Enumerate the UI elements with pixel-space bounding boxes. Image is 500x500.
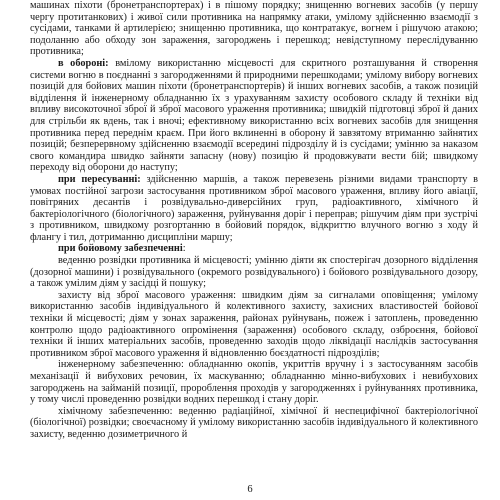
page-number: 6 bbox=[247, 484, 253, 495]
paragraph-combat-support: при бойовому забезпеченні: bbox=[58, 243, 186, 255]
body-text bbox=[30, 0, 478, 441]
heading-combat-support: при бойовому забезпеченні bbox=[58, 243, 183, 255]
paragraph-reconnaissance: веденню розвідки противника й місцевості; умінню діяти як спостерігач дозорного відділення (дозорної машини) і розвідувального (окремого розвідувального) і бойового розвідувального дозору, а також умілим діям у засідці й пошуку; bbox=[30, 255, 478, 290]
paragraph-movement: при пересуванні: здійсненню маршів, а також перевезень різними видами транспорту в умовах постійної загрози застосування противником зброї масового ураження, впливу його авіації, повітряних десантів і розвідувально-диверсійних груп, радіоактивного, хімічного й бактеріологічного (біологічного) зараження, руйнування доріг і переправ; рішучим діям при зустрічі з противником, швидкому розгортанню в бойовий порядок, відкриттю влучного вогню з ходу й флангу і тил, дотриманню дисципліни маршу; bbox=[30, 173, 478, 243]
paragraph-engineering: інженерному забезпеченню: обладнанню окопів, укриттів вручну і з застосуванням засобів механізації й вибухових речовин, їх маскуванню; обладнанню мінно-вибухових і невибухових загороджень на займаній позиції, пророблення проходів у загородженнях і руйнуваннях противника, у тому числі проведенню розвідки водних перешкод і стану доріг. bbox=[30, 359, 478, 406]
paragraph-1: машинах піхоти (бронетранспортерах) і в пішому порядку; знищенню вогневих засобів (у першу чергу протитанкових) і живої сили противника на напрямку атаки, умілому здійсненню взаємодії з сусідами, танками й артилерією; знищенню противника, що контратакує, вогнем і рішучою атакою; подоланню або обходу зон зараження, загороджень і перешкод; невідступному переслідуванню противника; bbox=[30, 0, 478, 58]
paragraph-defense: в обороні: вмілому використанню місцевості для скритного розташування й створення системи вогню в поєднанні з загородженнями й природними перешкодами; умілому вибору вогневих позицій для бойових машин піхоти (бронетранспортерів) й інших вогневих засобів, а також позицій відділення й інженерному обладнанню їх з урахуванням захисту особового складу й техніки від впливу високоточної зброї й зброї масового ураження противника; швидкій підготовці зброї й даних для стрільби як вдень, так і вночі; ефективному використанню всіх вогневих засобів для знищення противника перед переднім краєм. При його вклиненні в оборону й завзятому втриманню зайнятих позицій; безперервному здійсненню взаємодії всередині підрозділу й із сусідами; умінню за наказом свого командира швидко зайняти запасну (нову) позицію й продовжувати вести бій; швидкому переходу від оборони до наступу; bbox=[30, 57, 478, 174]
heading-defense: в обороні: bbox=[58, 57, 109, 69]
heading-movement: при пересуванні: bbox=[58, 173, 141, 185]
paragraph-wmd-protection: захисту від зброї масового ураження: швидким діям за сигналами оповіщення; умілому використанню засобів індивідуального й колективного захисту, захисних властивостей бойової техніки й місцевості; діям у зонах зараження, районах руйнувань, пожеж і затоплень, проведенню контролю щодо радіоактивного опромінення (зараження) особового складу, озброєння, бойової техніки й інших матеріальних засобів, проведенню заходів щодо ліквідації наслідків застосування противником зброї масового ураження й відновленню боєздатності підрозділів; bbox=[30, 289, 478, 359]
paragraph-chemical: хімічному забезпеченню: веденню радіаційної, хімічної й неспецифічної бактеріологічної (біологічної) розвідки; своєчасному й умілому використанню засобів індивідуального й колективного захисту, веденню дозиметричного й bbox=[30, 405, 478, 440]
